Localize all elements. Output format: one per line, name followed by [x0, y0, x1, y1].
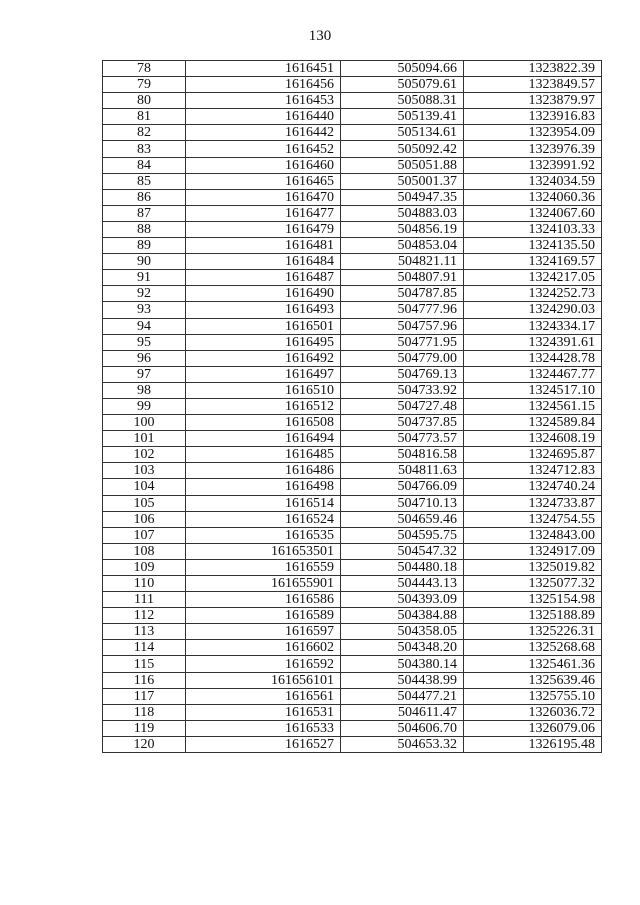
y-coordinate-cell: 1324290.03 — [464, 302, 602, 318]
x-coordinate-cell: 504653.32 — [341, 736, 464, 752]
table-row — [103, 221, 602, 237]
point-id-cell: 161656101 — [186, 672, 341, 688]
point-number-cell: 80 — [103, 93, 186, 109]
table-row — [103, 543, 602, 559]
x-coordinate-cell: 504380.14 — [341, 656, 464, 672]
point-id-cell: 1616456 — [186, 77, 341, 93]
x-coordinate-cell: 504856.19 — [341, 221, 464, 237]
x-coordinate-cell: 504883.03 — [341, 205, 464, 221]
table-row — [103, 656, 602, 672]
table-row — [103, 254, 602, 270]
table-row — [103, 415, 602, 431]
table-row — [103, 479, 602, 495]
point-number-cell: 103 — [103, 463, 186, 479]
point-id-cell: 1616514 — [186, 495, 341, 511]
table-row — [103, 189, 602, 205]
x-coordinate-cell: 504787.85 — [341, 286, 464, 302]
x-coordinate-cell: 504727.48 — [341, 398, 464, 414]
point-id-cell: 1616533 — [186, 720, 341, 736]
y-coordinate-cell: 1324428.78 — [464, 350, 602, 366]
table-row — [103, 704, 602, 720]
y-coordinate-cell: 1325268.68 — [464, 640, 602, 656]
y-coordinate-cell: 1325226.31 — [464, 624, 602, 640]
point-number-cell: 83 — [103, 141, 186, 157]
point-number-cell: 107 — [103, 527, 186, 543]
x-coordinate-cell: 504733.92 — [341, 382, 464, 398]
point-number-cell: 93 — [103, 302, 186, 318]
point-id-cell: 1616527 — [186, 736, 341, 752]
point-number-cell: 96 — [103, 350, 186, 366]
x-coordinate-cell: 504821.11 — [341, 254, 464, 270]
page-number: 130 — [308, 28, 332, 44]
y-coordinate-cell: 1326036.72 — [464, 704, 602, 720]
point-id-cell: 1616493 — [186, 302, 341, 318]
point-id-cell: 1616531 — [186, 704, 341, 720]
table-row — [103, 576, 602, 592]
table-row — [103, 125, 602, 141]
point-number-cell: 89 — [103, 238, 186, 254]
point-number-cell: 99 — [103, 398, 186, 414]
table-row — [103, 398, 602, 414]
x-coordinate-cell: 504777.96 — [341, 302, 464, 318]
x-coordinate-cell: 505092.42 — [341, 141, 464, 157]
point-number-cell: 108 — [103, 543, 186, 559]
point-id-cell: 1616559 — [186, 559, 341, 575]
point-id-cell: 1616510 — [186, 382, 341, 398]
x-coordinate-cell: 505088.31 — [341, 93, 464, 109]
point-id-cell: 1616479 — [186, 221, 341, 237]
point-number-cell: 88 — [103, 221, 186, 237]
point-id-cell: 1616495 — [186, 334, 341, 350]
x-coordinate-cell: 504438.99 — [341, 672, 464, 688]
y-coordinate-cell: 1324060.36 — [464, 189, 602, 205]
y-coordinate-cell: 1324740.24 — [464, 479, 602, 495]
point-id-cell: 1616453 — [186, 93, 341, 109]
table-row — [103, 382, 602, 398]
y-coordinate-cell: 1324467.77 — [464, 366, 602, 382]
table-row — [103, 318, 602, 334]
point-number-cell: 91 — [103, 270, 186, 286]
y-coordinate-cell: 1324754.55 — [464, 511, 602, 527]
point-number-cell: 97 — [103, 366, 186, 382]
point-number-cell: 82 — [103, 125, 186, 141]
table-row — [103, 559, 602, 575]
x-coordinate-cell: 504710.13 — [341, 495, 464, 511]
x-coordinate-cell: 504766.09 — [341, 479, 464, 495]
point-id-cell: 1616597 — [186, 624, 341, 640]
point-id-cell: 1616460 — [186, 157, 341, 173]
y-coordinate-cell: 1324391.61 — [464, 334, 602, 350]
point-id-cell: 1616470 — [186, 189, 341, 205]
point-number-cell: 84 — [103, 157, 186, 173]
y-coordinate-cell: 1324135.50 — [464, 238, 602, 254]
table-row — [103, 205, 602, 221]
point-number-cell: 78 — [103, 61, 186, 77]
x-coordinate-cell: 505079.61 — [341, 77, 464, 93]
point-number-cell: 95 — [103, 334, 186, 350]
point-id-cell: 1616524 — [186, 511, 341, 527]
point-number-cell: 100 — [103, 415, 186, 431]
y-coordinate-cell: 1323916.83 — [464, 109, 602, 125]
x-coordinate-cell: 504737.85 — [341, 415, 464, 431]
x-coordinate-cell: 504611.47 — [341, 704, 464, 720]
y-coordinate-cell: 1324589.84 — [464, 415, 602, 431]
y-coordinate-cell: 1324034.59 — [464, 173, 602, 189]
x-coordinate-cell: 504393.09 — [341, 592, 464, 608]
point-id-cell: 1616535 — [186, 527, 341, 543]
x-coordinate-cell: 504816.58 — [341, 447, 464, 463]
x-coordinate-cell: 505001.37 — [341, 173, 464, 189]
point-id-cell: 1616501 — [186, 318, 341, 334]
x-coordinate-cell: 505051.88 — [341, 157, 464, 173]
table-row — [103, 173, 602, 189]
y-coordinate-cell: 1325154.98 — [464, 592, 602, 608]
x-coordinate-cell: 504853.04 — [341, 238, 464, 254]
point-number-cell: 113 — [103, 624, 186, 640]
table-row — [103, 431, 602, 447]
y-coordinate-cell: 1324169.57 — [464, 254, 602, 270]
x-coordinate-cell: 504606.70 — [341, 720, 464, 736]
coordinates-table — [102, 60, 602, 753]
point-number-cell: 92 — [103, 286, 186, 302]
x-coordinate-cell: 504348.20 — [341, 640, 464, 656]
table-row — [103, 511, 602, 527]
point-number-cell: 85 — [103, 173, 186, 189]
table-row — [103, 608, 602, 624]
table-body — [103, 61, 602, 753]
point-id-cell: 1616589 — [186, 608, 341, 624]
table-row — [103, 640, 602, 656]
table-row — [103, 238, 602, 254]
point-number-cell: 117 — [103, 688, 186, 704]
y-coordinate-cell: 1325019.82 — [464, 559, 602, 575]
y-coordinate-cell: 1324252.73 — [464, 286, 602, 302]
y-coordinate-cell: 1325461.36 — [464, 656, 602, 672]
x-coordinate-cell: 504358.05 — [341, 624, 464, 640]
table-row — [103, 77, 602, 93]
point-number-cell: 118 — [103, 704, 186, 720]
point-number-cell: 102 — [103, 447, 186, 463]
y-coordinate-cell: 1325077.32 — [464, 576, 602, 592]
x-coordinate-cell: 504477.21 — [341, 688, 464, 704]
point-number-cell: 114 — [103, 640, 186, 656]
table-row — [103, 463, 602, 479]
point-id-cell: 1616487 — [186, 270, 341, 286]
point-number-cell: 104 — [103, 479, 186, 495]
y-coordinate-cell: 1326195.48 — [464, 736, 602, 752]
point-id-cell: 1616477 — [186, 205, 341, 221]
x-coordinate-cell: 504771.95 — [341, 334, 464, 350]
table-row — [103, 141, 602, 157]
table-row — [103, 302, 602, 318]
point-id-cell: 1616602 — [186, 640, 341, 656]
point-id-cell: 1616440 — [186, 109, 341, 125]
point-id-cell: 1616485 — [186, 447, 341, 463]
point-number-cell: 120 — [103, 736, 186, 752]
point-id-cell: 1616561 — [186, 688, 341, 704]
table-row — [103, 109, 602, 125]
table-row — [103, 495, 602, 511]
point-number-cell: 111 — [103, 592, 186, 608]
table-row — [103, 592, 602, 608]
point-number-cell: 86 — [103, 189, 186, 205]
point-number-cell: 87 — [103, 205, 186, 221]
y-coordinate-cell: 1323849.57 — [464, 77, 602, 93]
table-row — [103, 157, 602, 173]
y-coordinate-cell: 1324334.17 — [464, 318, 602, 334]
x-coordinate-cell: 505134.61 — [341, 125, 464, 141]
point-number-cell: 116 — [103, 672, 186, 688]
y-coordinate-cell: 1323822.39 — [464, 61, 602, 77]
point-id-cell: 1616451 — [186, 61, 341, 77]
x-coordinate-cell: 504595.75 — [341, 527, 464, 543]
table-row — [103, 286, 602, 302]
point-id-cell: 1616512 — [186, 398, 341, 414]
x-coordinate-cell: 504807.91 — [341, 270, 464, 286]
point-number-cell: 110 — [103, 576, 186, 592]
point-id-cell: 1616586 — [186, 592, 341, 608]
point-number-cell: 90 — [103, 254, 186, 270]
point-id-cell: 1616592 — [186, 656, 341, 672]
x-coordinate-cell: 504947.35 — [341, 189, 464, 205]
point-id-cell: 1616508 — [186, 415, 341, 431]
point-id-cell: 161653501 — [186, 543, 341, 559]
point-id-cell: 1616492 — [186, 350, 341, 366]
table-row — [103, 350, 602, 366]
y-coordinate-cell: 1323991.92 — [464, 157, 602, 173]
x-coordinate-cell: 504811.63 — [341, 463, 464, 479]
table-row — [103, 447, 602, 463]
point-number-cell: 115 — [103, 656, 186, 672]
y-coordinate-cell: 1324517.10 — [464, 382, 602, 398]
y-coordinate-cell: 1324561.15 — [464, 398, 602, 414]
y-coordinate-cell: 1323976.39 — [464, 141, 602, 157]
table-row — [103, 527, 602, 543]
point-number-cell: 109 — [103, 559, 186, 575]
y-coordinate-cell: 1324103.33 — [464, 221, 602, 237]
point-number-cell: 112 — [103, 608, 186, 624]
table-row — [103, 334, 602, 350]
point-id-cell: 1616481 — [186, 238, 341, 254]
point-number-cell: 94 — [103, 318, 186, 334]
point-id-cell: 1616484 — [186, 254, 341, 270]
point-id-cell: 1616465 — [186, 173, 341, 189]
table-row — [103, 270, 602, 286]
x-coordinate-cell: 504547.32 — [341, 543, 464, 559]
table-row — [103, 672, 602, 688]
point-number-cell: 79 — [103, 77, 186, 93]
table-row — [103, 366, 602, 382]
x-coordinate-cell: 504757.96 — [341, 318, 464, 334]
x-coordinate-cell: 504773.57 — [341, 431, 464, 447]
point-id-cell: 161655901 — [186, 576, 341, 592]
point-id-cell: 1616452 — [186, 141, 341, 157]
point-number-cell: 98 — [103, 382, 186, 398]
x-coordinate-cell: 504480.18 — [341, 559, 464, 575]
x-coordinate-cell: 505094.66 — [341, 61, 464, 77]
x-coordinate-cell: 505139.41 — [341, 109, 464, 125]
y-coordinate-cell: 1324843.00 — [464, 527, 602, 543]
x-coordinate-cell: 504384.88 — [341, 608, 464, 624]
y-coordinate-cell: 1324608.19 — [464, 431, 602, 447]
table-row — [103, 61, 602, 77]
y-coordinate-cell: 1326079.06 — [464, 720, 602, 736]
table-row — [103, 624, 602, 640]
table-row — [103, 688, 602, 704]
point-number-cell: 81 — [103, 109, 186, 125]
y-coordinate-cell: 1324695.87 — [464, 447, 602, 463]
x-coordinate-cell: 504443.13 — [341, 576, 464, 592]
y-coordinate-cell: 1324733.87 — [464, 495, 602, 511]
x-coordinate-cell: 504659.46 — [341, 511, 464, 527]
x-coordinate-cell: 504779.00 — [341, 350, 464, 366]
point-number-cell: 105 — [103, 495, 186, 511]
y-coordinate-cell: 1324067.60 — [464, 205, 602, 221]
y-coordinate-cell: 1325755.10 — [464, 688, 602, 704]
x-coordinate-cell: 504769.13 — [341, 366, 464, 382]
table-row — [103, 736, 602, 752]
y-coordinate-cell: 1323879.97 — [464, 93, 602, 109]
y-coordinate-cell: 1323954.09 — [464, 125, 602, 141]
point-id-cell: 1616442 — [186, 125, 341, 141]
point-id-cell: 1616486 — [186, 463, 341, 479]
y-coordinate-cell: 1324712.83 — [464, 463, 602, 479]
table-row — [103, 93, 602, 109]
y-coordinate-cell: 1324917.09 — [464, 543, 602, 559]
y-coordinate-cell: 1324217.05 — [464, 270, 602, 286]
point-number-cell: 101 — [103, 431, 186, 447]
point-number-cell: 106 — [103, 511, 186, 527]
point-id-cell: 1616498 — [186, 479, 341, 495]
point-id-cell: 1616494 — [186, 431, 341, 447]
y-coordinate-cell: 1325639.46 — [464, 672, 602, 688]
table-row — [103, 720, 602, 736]
point-id-cell: 1616490 — [186, 286, 341, 302]
y-coordinate-cell: 1325188.89 — [464, 608, 602, 624]
point-id-cell: 1616497 — [186, 366, 341, 382]
point-number-cell: 119 — [103, 720, 186, 736]
